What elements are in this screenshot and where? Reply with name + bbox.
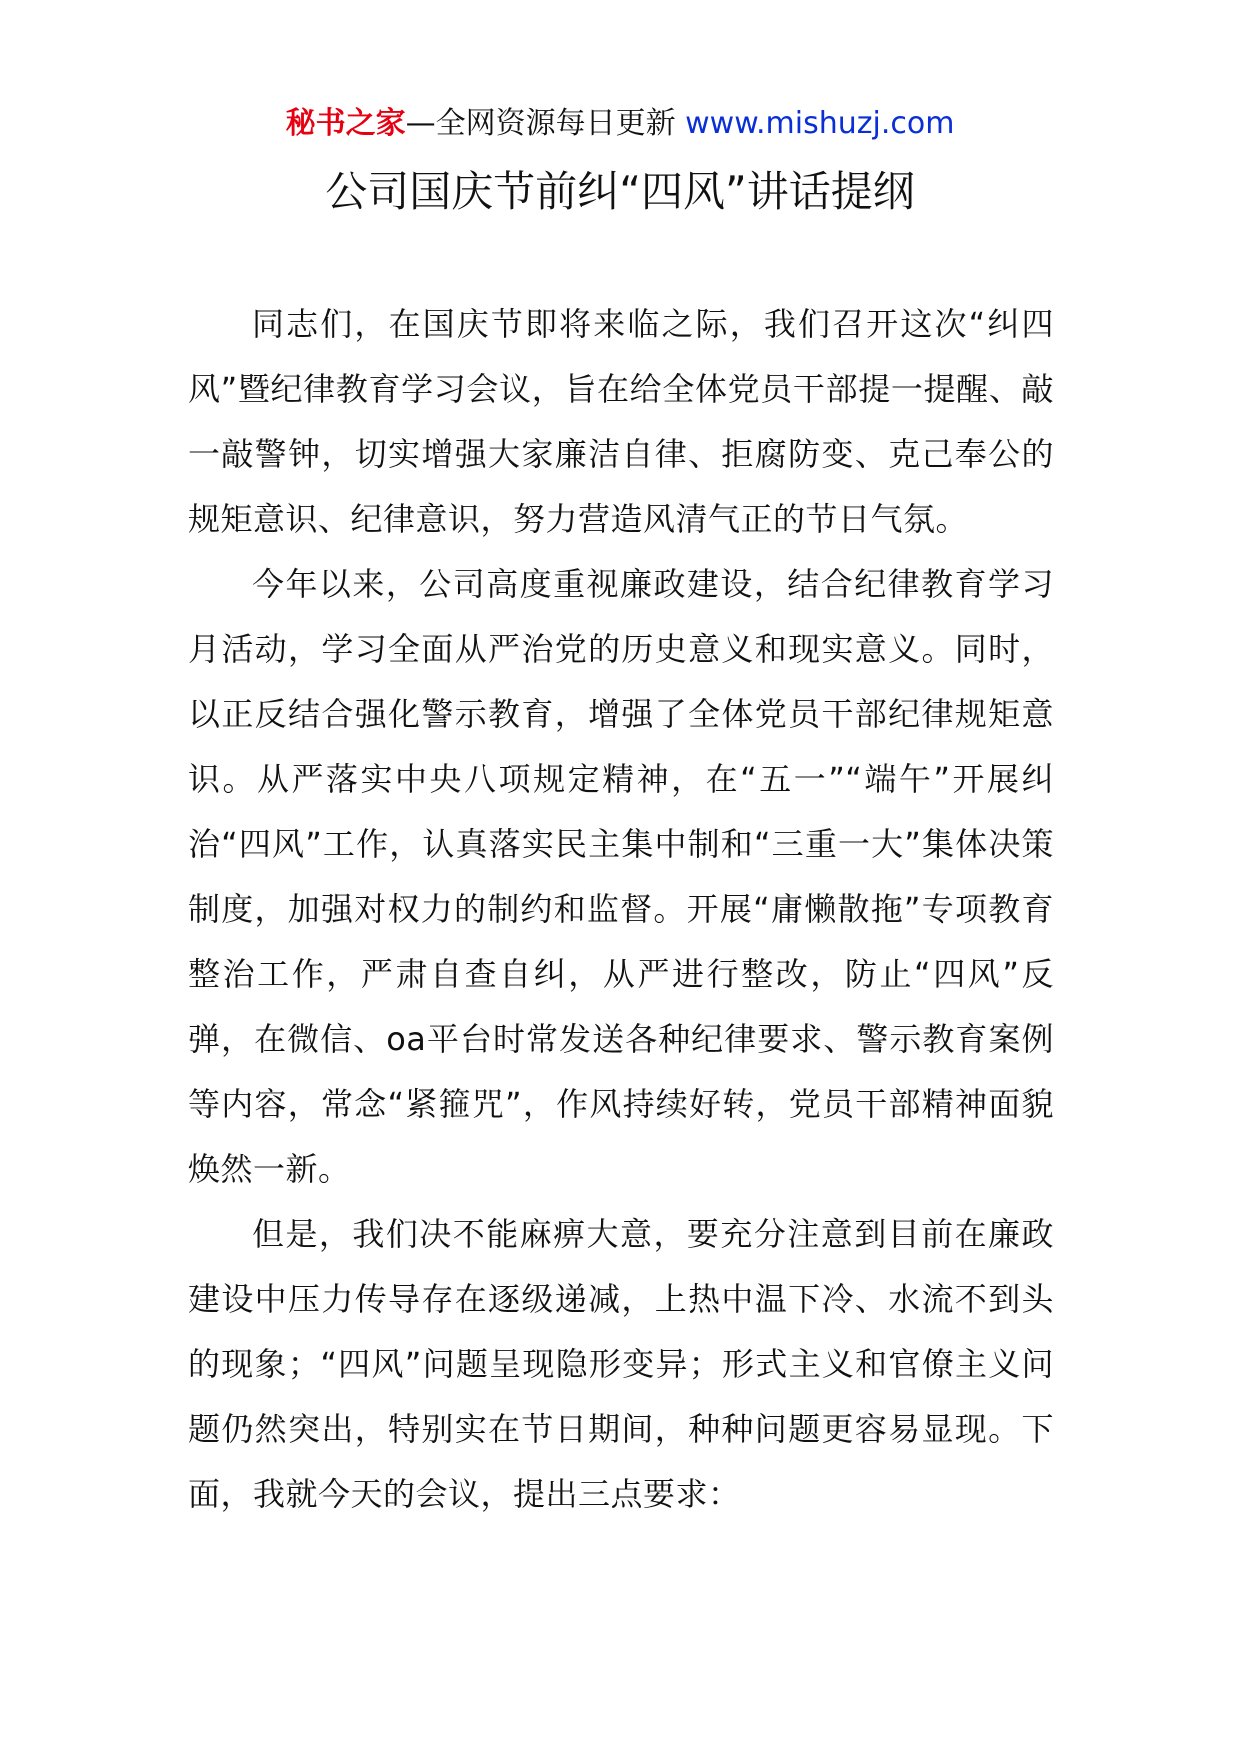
paragraph-1: 同志们，在国庆节即将来临之际，我们召开这次“纠四风”暨纪律教育学习会议，旨在给全体党员干部提一提醒、敲一敲警钟，切实增强大家廉洁自律、拒腐防变、克己奉公的规矩意识、纪律意识，努力营造风清气正的节日气氛。 [188, 305, 1054, 538]
document-body [188, 292, 1054, 1527]
paragraph-2: 今年以来，公司高度重视廉政建设，结合纪律教育学习月活动，学习全面从严治党的历史意义和现实意义。同时，以正反结合强化警示教育，增强了全体党员干部纪律规矩意识。从严落实中央八项规定精神，在“五一”“端午”开展纠治“四风”工作，认真落实民主集中制和“三重一大”集体决策制度，加强对权力的制约和监督。开展“庸懒散拖”专项教育整治工作，严肃自查自纠，从严进行整改，防止“四风”反弹，在微信、oa平台时常发送各种纪律要求、警示教育案例等内容，常念“紧箍咒”，作风持续好转，党员干部精神面貌焕然一新。 [188, 565, 1054, 1188]
site-brand: 秘书之家 [285, 106, 406, 141]
site-url-link[interactable]: www.mishuzj.com [685, 106, 955, 141]
document-title: 公司国庆节前纠“四风”讲话提纲 [325, 167, 915, 216]
paragraph-3: 但是，我们决不能麻痹大意，要充分注意到目前在廉政建设中压力传导存在逐级递减，上热中温下冷、水流不到头的现象；“四风”问题呈现隐形变异；形式主义和官僚主义问题仍然突出，特别实在节日期间，种种问题更容易显现。下面，我就今天的会议，提出三点要求： [188, 1215, 1054, 1513]
site-slogan: —全网资源每日更新 [405, 106, 686, 141]
site-header [0, 102, 1240, 146]
